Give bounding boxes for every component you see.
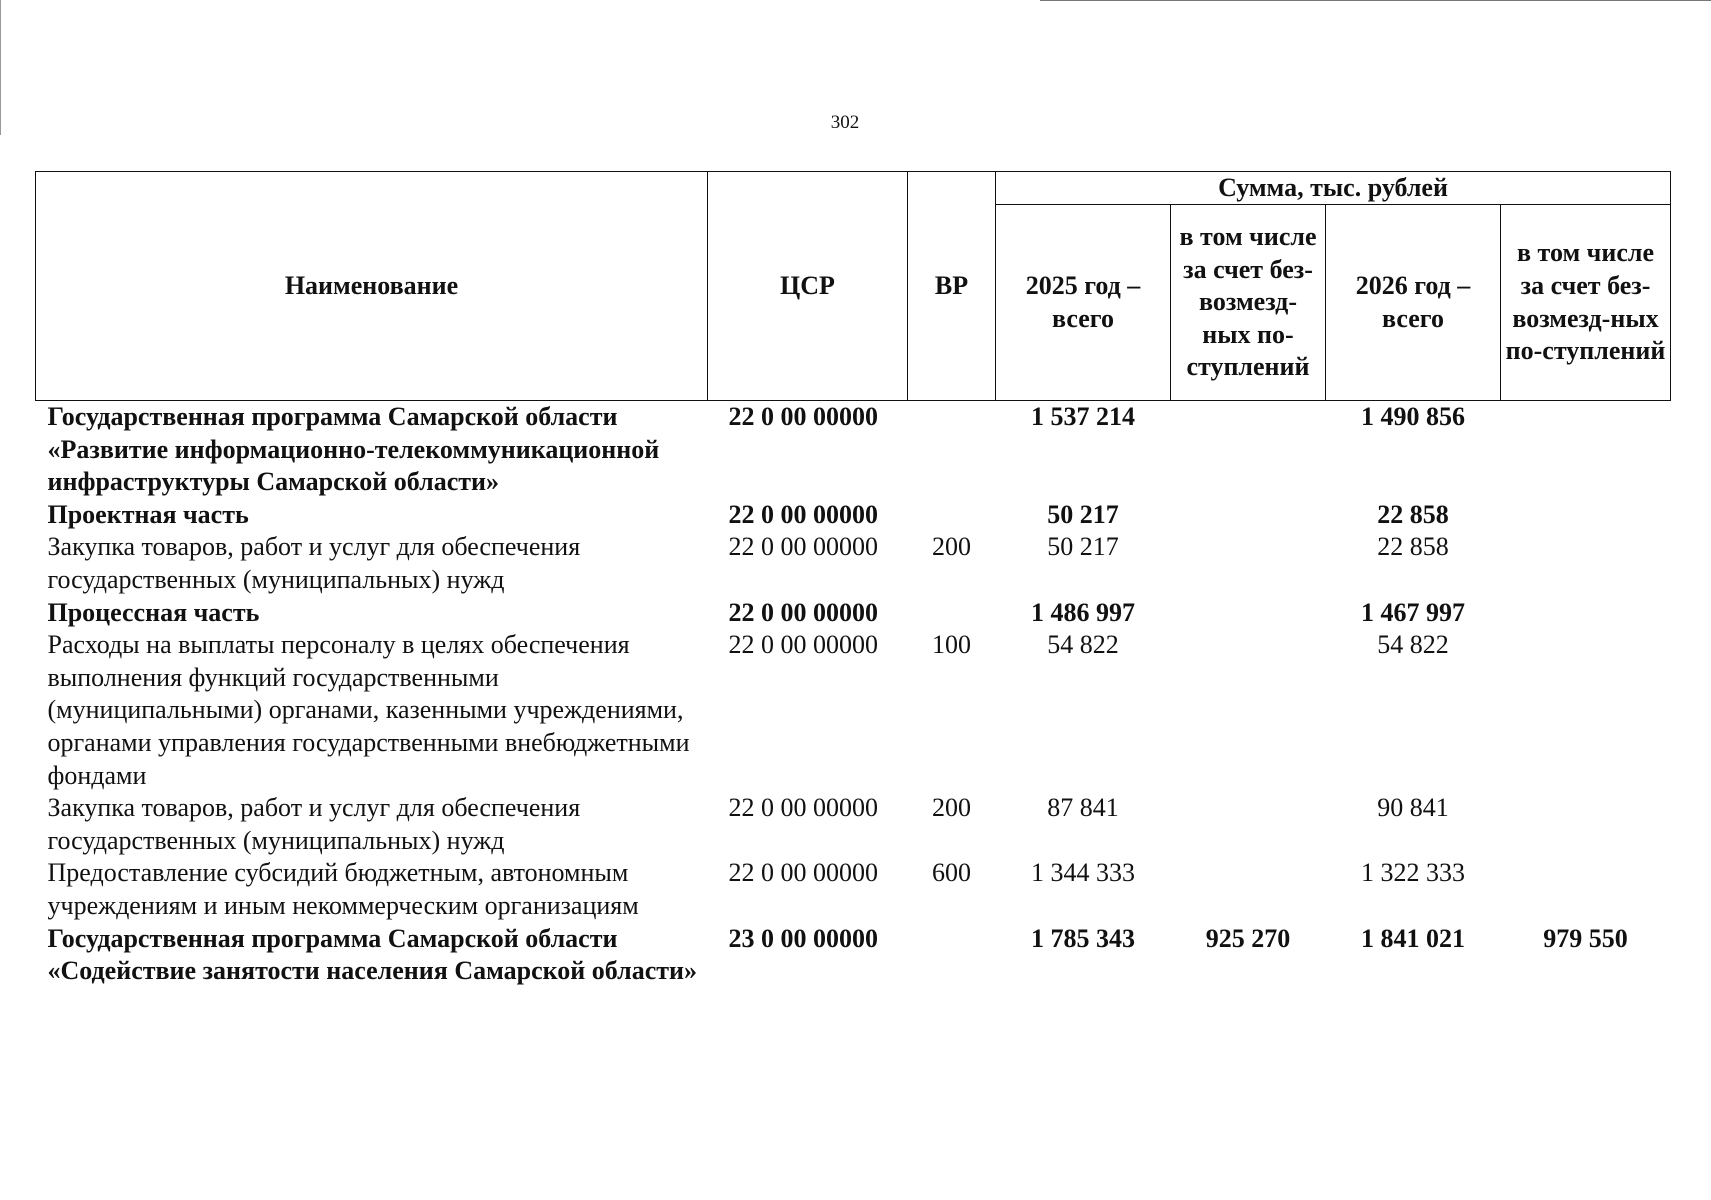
budget-table <box>35 171 1671 988</box>
row-2025-grants <box>1171 531 1326 596</box>
header-2025-grants: в том числе за счет без-возмезд-ных по-ступлений <box>1171 205 1326 401</box>
row-2026-grants <box>1501 857 1671 922</box>
row-vr <box>908 597 996 630</box>
row-csr: 22 0 00 00000 <box>728 402 878 431</box>
row-vr: 600 <box>932 858 971 888</box>
table-row <box>36 597 1671 630</box>
row-csr: 22 0 00 00000 <box>728 793 878 823</box>
row-csr: 22 0 00 00000 <box>728 597 878 627</box>
row-vr <box>908 923 996 988</box>
row-csr: 23 0 00 00000 <box>728 923 878 953</box>
header-name: Наименование <box>36 172 708 401</box>
table-row <box>36 857 1671 922</box>
row-2026-grants <box>1501 531 1671 596</box>
row-2025-grants <box>1171 629 1326 792</box>
header-2025-total: 2025 год – всего <box>996 205 1171 401</box>
row-2026-total: 1 841 021 <box>1361 923 1465 953</box>
row-vr: 200 <box>932 793 971 823</box>
row-csr: 22 0 00 00000 <box>728 499 878 529</box>
header-2026-grants: в том числе за счет без-возмезд-ных по-ступлений <box>1501 205 1671 401</box>
row-2025-grants <box>1171 499 1326 532</box>
table-header <box>36 172 1671 401</box>
row-2025-total: 1 785 343 <box>1031 923 1135 953</box>
row-csr: 22 0 00 00000 <box>728 858 878 888</box>
header-vr: ВР <box>908 172 996 401</box>
row-2025-total: 1 344 333 <box>1031 858 1135 888</box>
row-vr: 100 <box>932 630 971 660</box>
row-2025-total: 50 217 <box>1047 499 1119 529</box>
row-2025-grants <box>1171 597 1326 630</box>
row-2025-total: 54 822 <box>1047 630 1119 660</box>
table-body <box>36 401 1671 988</box>
row-vr <box>908 499 996 532</box>
header-sum: Сумма, тыс. рублей <box>996 172 1671 205</box>
row-2026-total: 1 322 333 <box>1361 858 1465 888</box>
row-2026-total: 90 841 <box>1377 793 1449 823</box>
page-number: 302 <box>830 112 860 133</box>
row-2026-grants <box>1501 792 1671 857</box>
row-2025-total: 50 217 <box>1047 532 1119 562</box>
row-name: Закупка товаров, работ и услуг для обеспечения государственных (муниципальных) нужд <box>47 793 581 855</box>
row-2026-total: 54 822 <box>1377 630 1449 660</box>
row-2026-total: 22 858 <box>1377 532 1449 562</box>
row-2026-total: 22 858 <box>1377 499 1449 529</box>
row-2026-grants <box>1501 597 1671 630</box>
scan-edge-top <box>1040 0 1711 1</box>
row-2026-total: 1 467 997 <box>1361 597 1465 627</box>
row-2025-grants <box>1171 401 1326 499</box>
row-vr <box>908 401 996 499</box>
row-2025-grants <box>1171 792 1326 857</box>
row-name: Предоставление субсидий бюджетным, автономным учреждениям и иным некоммерческим организациям <box>47 858 639 920</box>
row-2026-grants <box>1501 499 1671 532</box>
row-name: Закупка товаров, работ и услуг для обеспечения государственных (муниципальных) нужд <box>47 532 581 594</box>
table-row <box>36 499 1671 532</box>
row-name: Процессная часть <box>47 597 260 627</box>
table-row <box>36 531 1671 596</box>
row-csr: 22 0 00 00000 <box>728 630 878 660</box>
table-row <box>36 629 1671 792</box>
row-2026-total: 1 490 856 <box>1361 402 1465 431</box>
row-2026-grants <box>1501 401 1671 499</box>
row-name: Расходы на выплаты персоналу в целях обеспечения выполнения функций государственными (муниципальными) органами, казенными учреждениями, органами управления государственными внебюджетными фондами <box>47 630 690 790</box>
row-vr: 200 <box>932 532 971 562</box>
row-2025-grants <box>1171 857 1326 922</box>
row-2025-total: 1 537 214 <box>1031 402 1135 431</box>
row-2025-total: 87 841 <box>1047 793 1119 823</box>
row-2026-grants <box>1501 629 1671 792</box>
table-row <box>36 923 1671 988</box>
row-name: Государственная программа Самарской области «Развитие информационно-телекоммуникационной инфраструктуры Самарской области» <box>47 402 660 497</box>
row-2025-grants: 925 270 <box>1205 923 1291 953</box>
header-csr: ЦСР <box>708 172 908 401</box>
table-row <box>36 792 1671 857</box>
row-csr: 22 0 00 00000 <box>728 532 878 562</box>
row-name: Государственная программа Самарской области «Содействие занятости населения Самарской области» <box>47 923 697 986</box>
row-2026-grants: 979 550 <box>1543 923 1628 953</box>
row-2025-total: 1 486 997 <box>1031 597 1135 627</box>
row-name: Проектная часть <box>47 499 249 529</box>
header-2026-total: 2026 год – всего <box>1326 205 1501 401</box>
table-row <box>36 401 1671 499</box>
